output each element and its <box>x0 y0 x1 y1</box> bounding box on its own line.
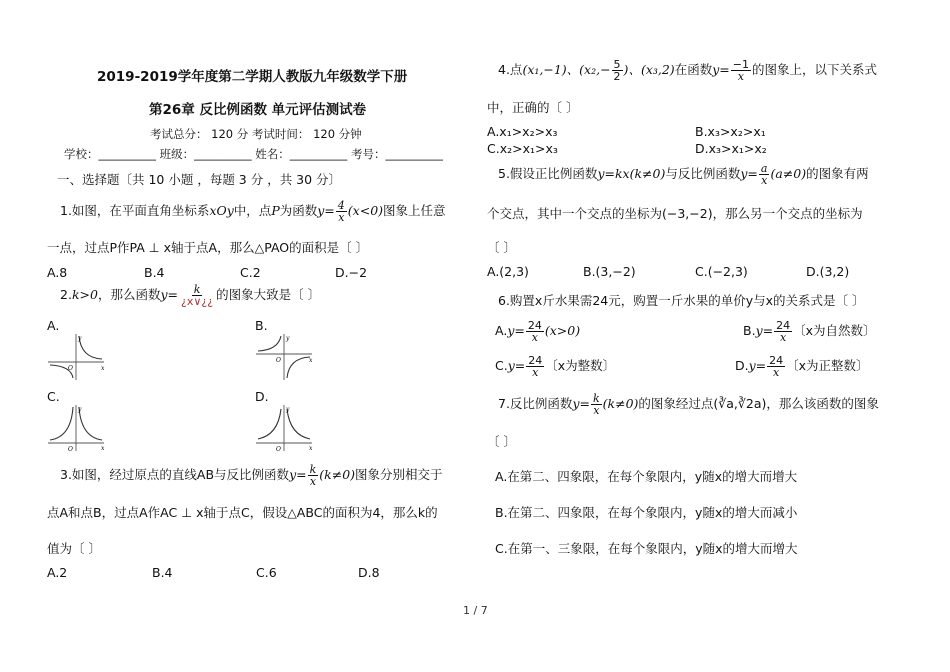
q3-option-a[interactable]: A.2 <box>47 565 68 580</box>
q3-cond: (k≠0) <box>319 467 356 482</box>
q3-option-d[interactable]: D.8 <box>358 565 380 580</box>
q1-option-a[interactable]: A.8 <box>47 265 68 280</box>
q6-option-a[interactable] <box>495 320 580 343</box>
q1-option-d[interactable]: D.−2 <box>335 265 368 280</box>
q3-line3: 值为〔 〕 <box>47 541 101 556</box>
q6-a-label: A. <box>495 323 508 338</box>
q1-cond: (x<0) <box>347 203 384 218</box>
q1-line2: 一点，过点P作PA ⊥ x轴于点A，那么△PAO的面积是〔 〕 <box>47 240 369 255</box>
q6-c-num: 24 <box>528 354 543 367</box>
q6-b-den: x <box>780 331 787 344</box>
q2-func-y: y= <box>160 287 179 302</box>
q2-graph-d-o: O <box>276 446 281 453</box>
q5-cond: (a≠0) <box>770 166 807 181</box>
page-number: 1 / 7 <box>463 604 488 617</box>
q6-line1: 6.购置x斤水果需24元，购置一斤水果的单价y与x的关系式是〔 〕 <box>498 293 865 308</box>
q2-line1 <box>60 284 320 307</box>
q2-graph-b <box>254 332 316 382</box>
q6-c-fraction <box>526 355 544 378</box>
q6-c-cond: 〔x为整数〕 <box>545 358 616 373</box>
q4-line1 <box>498 59 877 82</box>
q6-a-num: 24 <box>527 319 542 332</box>
section-heading: 一、选择题〔共 10 小题 ，每题 3 分 ，共 30 分〕 <box>57 172 342 187</box>
q5-post: 的图象有两 <box>806 166 869 181</box>
q2-graph-a-x: x <box>101 365 105 372</box>
q6-option-b[interactable] <box>743 320 876 343</box>
q5-fraction <box>759 163 770 186</box>
q2-mid: ，那么函数 <box>97 287 161 302</box>
q6-a-func: y= <box>507 323 525 338</box>
q5-option-a[interactable]: A.(2,3) <box>487 264 529 279</box>
q7-func-y: y= <box>572 396 590 411</box>
doc-title: 2019-2019学年度第二学期人教版九年级数学下册 <box>97 69 408 85</box>
q5-mid: 与反比例函数 <box>665 166 741 181</box>
q5-option-c[interactable]: C.(−2,3) <box>695 264 748 279</box>
q4-pt2-num: 5 <box>613 58 621 71</box>
q3-line1 <box>60 464 443 487</box>
q2-graph-a-o: O <box>68 365 73 372</box>
q3-frac-den: x <box>309 475 317 488</box>
q1-var-xoy: xOy <box>209 203 234 218</box>
q5-frac-num: a <box>760 162 768 175</box>
q4-pt1: (x₁,−1) <box>522 62 567 77</box>
q2-graph-d <box>254 403 316 453</box>
q2-graph-c <box>46 403 108 453</box>
q4-post: 的图象上，以下关系式 <box>751 62 877 77</box>
q6-c-label: C. <box>495 358 508 373</box>
q7-fraction <box>591 393 602 416</box>
q7-pre: 7.反比例函数 <box>498 396 573 411</box>
q1-text-post: 为函数 <box>279 203 318 218</box>
q4-option-b[interactable]: B.x₃>x₂>x₁ <box>695 124 766 139</box>
q6-d-num: 24 <box>769 354 784 367</box>
q6-b-cond: 〔x为自然数〕 <box>793 323 876 338</box>
q6-c-den: x <box>532 366 539 379</box>
q5-line1 <box>498 163 869 186</box>
q1-text-pre: 1.如图，在平面直角坐标系 <box>60 203 210 218</box>
q4-fraction <box>731 59 751 82</box>
q4-pre: 4.点 <box>498 62 523 77</box>
q2-graph-b-y: y <box>286 335 290 342</box>
q6-a-den: x <box>531 331 538 344</box>
q6-option-c[interactable] <box>495 355 615 378</box>
q1-text-end: 图象上任意 <box>383 203 446 218</box>
q1-var-p: P <box>271 203 280 218</box>
q2-frac-num: k <box>193 283 201 296</box>
q6-d-den: x <box>773 366 780 379</box>
student-info: 学校：__________ 班级：__________ 姓名：__________ 考号：__________ <box>64 147 443 161</box>
q6-a-cond: (x>0) <box>544 323 581 338</box>
q6-b-func: y= <box>755 323 774 338</box>
q2-graph-a <box>46 332 108 382</box>
q1-frac-num: 4 <box>337 199 345 212</box>
q2-label-d[interactable]: D. <box>255 389 269 404</box>
q2-graph-c-o: O <box>68 446 73 453</box>
q7-frac-den: x <box>593 404 600 417</box>
q4-mid: 在函数 <box>674 62 713 77</box>
q4-option-a[interactable]: A.x₁>x₂>x₃ <box>487 124 558 139</box>
q3-fraction <box>308 464 319 487</box>
q4-pt2-den: 2 <box>613 70 621 83</box>
q4-line2: 中，正确的〔 〕 <box>487 100 579 115</box>
q1-option-c[interactable]: C.2 <box>240 265 261 280</box>
chapter-title: 第26章 反比例函数 单元评估测试卷 <box>149 102 367 118</box>
q4-func-y: y= <box>712 62 730 77</box>
q4-pt2-pre: 、(x₂,− <box>566 62 611 77</box>
q2-graph-c-x: x <box>101 445 105 452</box>
q7-option-a[interactable]: A.在第二、四象限，在每个象限内，y随x的增大而增大 <box>495 469 798 484</box>
q1-fraction <box>336 200 347 223</box>
q2-pre: 2. <box>60 287 72 302</box>
q2-graph-d-x: x <box>309 445 313 452</box>
q4-pt2-post: ) <box>623 62 629 77</box>
q2-graph-c-y: y <box>78 406 82 413</box>
q1-text-mid: 中，点 <box>233 203 272 218</box>
q6-b-fraction <box>774 320 792 343</box>
q2-fraction <box>179 284 215 307</box>
q2-post: 的图象大致是〔 〕 <box>216 287 321 302</box>
q2-frac-den: ¿x∨¿¿ <box>181 295 214 308</box>
q3-option-b[interactable]: B.4 <box>152 565 173 580</box>
q2-cond: k>0 <box>71 287 98 302</box>
q5-option-d[interactable]: D.(3,2) <box>806 264 850 279</box>
q6-option-d[interactable] <box>735 355 869 378</box>
q1-line1 <box>60 200 446 223</box>
q6-a-fraction <box>526 320 544 343</box>
q6-d-func: y= <box>748 358 767 373</box>
q6-b-label: B. <box>743 323 756 338</box>
q7-option-b[interactable]: B.在第二、四象限，在每个象限内，y随x的增大而减小 <box>495 505 798 520</box>
q5-pre: 5.假设正比例函数 <box>498 166 598 181</box>
q5-line2: 个交点，其中一个交点的坐标为(−3,−2)，那么另一个交点的坐标为 <box>487 206 863 221</box>
q4-frac-den: x <box>737 70 744 83</box>
q1-option-b[interactable]: B.4 <box>144 265 165 280</box>
q2-label-c[interactable]: C. <box>47 389 60 404</box>
q6-d-fraction <box>767 355 785 378</box>
q3-post: 图象分别相交于 <box>355 467 443 482</box>
q5-func-y: y= <box>740 166 758 181</box>
q7-cond: (k≠0) <box>602 396 639 411</box>
q5-line3: 〔 〕 <box>487 240 516 255</box>
q2-graph-b-x: x <box>309 357 313 364</box>
q6-b-num: 24 <box>776 319 791 332</box>
q7-line1 <box>498 393 879 416</box>
q6-d-cond: 〔x为正整数〕 <box>786 358 869 373</box>
q4-option-d[interactable]: D.x₃>x₁>x₂ <box>695 141 767 156</box>
q4-option-c[interactable]: C.x₂>x₁>x₃ <box>487 141 558 156</box>
q3-line2: 点A和点B，过点A作AC ⊥ x轴于点C，假设△ABC的面积为4，那么k的 <box>47 505 438 520</box>
q4-pt3: 、(x₃,2) <box>628 62 675 77</box>
q5-f1: y=kx(k≠0) <box>597 166 666 181</box>
q1-func-y: y= <box>317 203 335 218</box>
q3-option-c[interactable]: C.6 <box>256 565 277 580</box>
q7-post: 的图象经过点(∛a,∛2a)，那么该函数的图象 <box>638 396 879 411</box>
exam-info: 考试总分： 120 分 考试时间： 120 分钟 <box>150 127 362 141</box>
q5-frac-den: x <box>761 174 768 187</box>
q7-frac-num: k <box>592 392 600 405</box>
q4-pt2-fraction <box>612 59 623 82</box>
q3-func-y: y= <box>289 467 307 482</box>
q6-c-func: y= <box>507 358 526 373</box>
q2-label-b[interactable]: B. <box>255 318 268 333</box>
q2-graph-a-y: y <box>78 335 82 342</box>
q3-pre: 3.如图，经过原点的直线AB与反比例函数 <box>60 467 290 482</box>
q2-label-a[interactable]: A. <box>47 318 60 333</box>
q4-frac-num: −1 <box>732 58 749 71</box>
q3-frac-num: k <box>309 463 317 476</box>
q7-line2: 〔 〕 <box>487 434 516 449</box>
q6-d-label: D. <box>735 358 749 373</box>
q2-graph-d-y: y <box>286 406 290 413</box>
q5-option-b[interactable]: B.(3,−2) <box>583 264 636 279</box>
q7-option-c[interactable]: C.在第一、三象限，在每个象限内，y随x的增大而增大 <box>495 541 798 556</box>
q1-frac-den: x <box>338 211 345 224</box>
q2-graph-b-o: O <box>276 357 281 364</box>
